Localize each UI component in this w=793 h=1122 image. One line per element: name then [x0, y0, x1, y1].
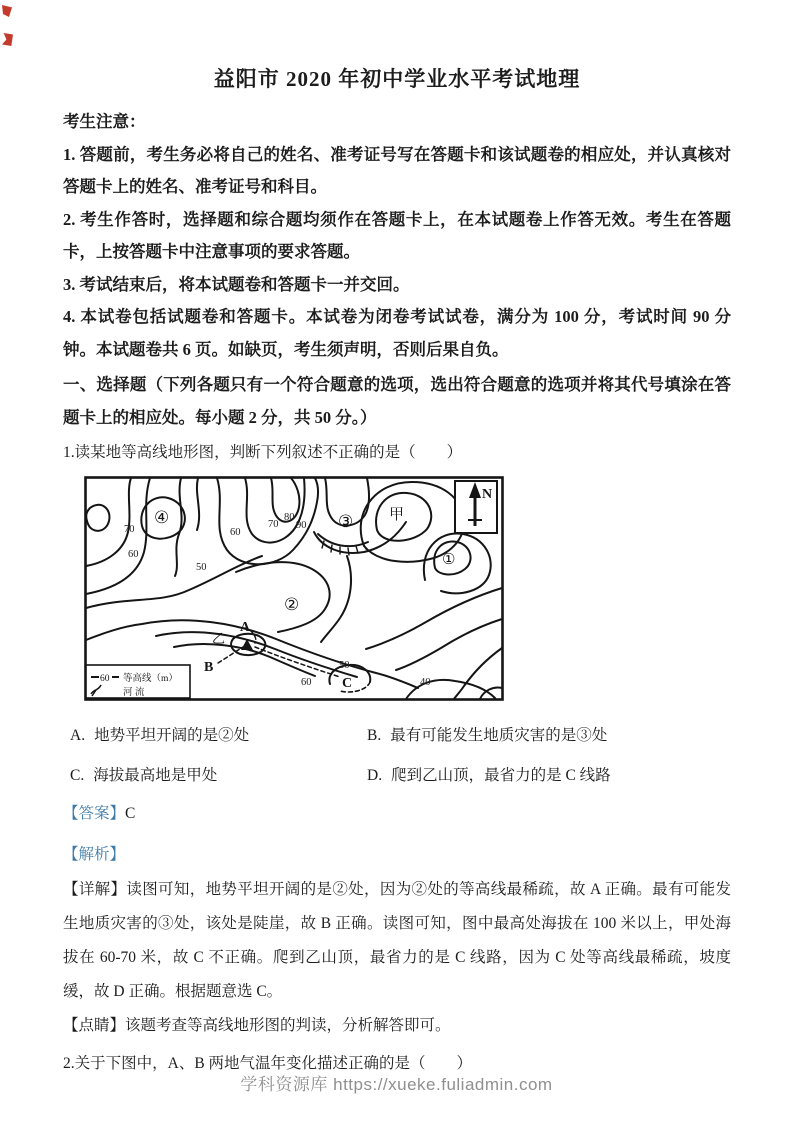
- svg-text:80: 80: [284, 512, 295, 523]
- option-b: [367, 723, 731, 749]
- option-a: [70, 723, 367, 749]
- svg-text:70: 70: [124, 524, 135, 535]
- question2-stem: 2.关于下图中，A、B 两地气温年变化描述正确的是（ ）: [63, 1055, 473, 1072]
- legend-river-label: 河 流: [123, 688, 145, 698]
- answer-label: 【答案】: [63, 805, 126, 822]
- analysis-line: [63, 838, 731, 871]
- notice-block: [63, 106, 731, 366]
- svg-text:50: 50: [339, 660, 350, 671]
- svg-text:40: 40: [420, 677, 431, 688]
- svg-text:C: C: [342, 676, 353, 691]
- notice-item: 4. 本试卷包括试题卷和答题卡。本试卷为闭卷考试试卷，满分为 100 分，考试时间 90 分钟。本试题卷共 6 页。如缺页，考生须声明，否则后果自负。: [63, 307, 732, 359]
- notice-heading: 考生注意：: [63, 112, 146, 131]
- option-d-text: 爬到乙山顶，最省力的是 C 线路: [391, 767, 611, 784]
- legend-contour-value: 60: [100, 674, 110, 684]
- footer-watermark: 学科资源库 https://xueke.fuliadmin.com: [240, 1075, 553, 1094]
- detail-explanation: 【详解】读图可知，地势平坦开阔的是②处，因为②处的等高线最稀疏，故 A 正确。最有可能发生地质灾害的③处，该处是陡崖，故 B 正确。读图可知，图中最高处海拔在 100 米以上，甲处海拔在 60-70 米，故 C 不正确。爬到乙山顶，最省力的是 C 线路，因为 C 处等高线最稀疏，坡度缓，故 D 正确。根据题意选 C。: [63, 881, 731, 1000]
- option-a-label: A.: [70, 727, 86, 744]
- option-d: [367, 763, 731, 789]
- option-c-label: C.: [70, 767, 85, 784]
- svg-text:A: A: [240, 620, 251, 635]
- notice-item: 2. 考生作答时，选择题和综合题均须作在答题卡上，在本试题卷上作答无效。考生在答题卡，上按答题卡中注意事项的要求答题。: [63, 209, 731, 261]
- svg-text:③: ③: [338, 512, 354, 531]
- map-legend: [86, 665, 190, 698]
- svg-text:60: 60: [230, 527, 241, 538]
- compass-n-label: N: [482, 487, 493, 502]
- compass-icon: [455, 481, 497, 533]
- question1-stem: 1.读某地等高线地形图，判断下列叙述不正确的是（ ）: [63, 444, 463, 461]
- page-title: 益阳市 2020 年初中学业水平考试地理: [213, 67, 581, 91]
- svg-text:60: 60: [128, 549, 139, 560]
- svg-text:90: 90: [296, 520, 307, 531]
- option-d-label: D.: [367, 767, 383, 784]
- svg-text:乙: 乙: [212, 631, 226, 646]
- contour-map-figure: [84, 476, 504, 701]
- svg-text:60: 60: [301, 677, 312, 688]
- contour-map-svg: [84, 476, 504, 701]
- section-heading: 一、选择题（下列各题只有一个符合题意的选项，选出符合题意的选项并将其代号填涂在答题卡上的相应处。每小题 2 分，共 50 分。）: [63, 375, 731, 427]
- svg-text:①: ①: [442, 552, 456, 568]
- svg-text:④: ④: [154, 508, 170, 527]
- svg-text:B: B: [204, 660, 214, 675]
- svg-text:②: ②: [284, 595, 300, 614]
- notice-item: 3. 考试结束后，将本试题卷和答题卡一并交回。: [63, 274, 410, 294]
- option-b-text: 最有可能发生地质灾害的是③处: [390, 727, 608, 744]
- answer-value: C: [125, 805, 136, 822]
- answer-line: [63, 797, 731, 830]
- notice-item: 1. 答题前，考生务必将自己的姓名、准考证号写在答题卡和该试题卷的相应处，并认真核对答题卡上的姓名、准考证号和科目。: [63, 144, 731, 196]
- option-c-text: 海拔最高地是甲处: [93, 767, 218, 784]
- svg-text:甲: 甲: [389, 507, 405, 523]
- svg-text:70: 70: [268, 519, 279, 530]
- analysis-label: 【解析】: [63, 846, 126, 863]
- question1-options: [70, 723, 731, 789]
- key-point: 【点睛】该题考查等高线地形图的判读，分析解答即可。: [63, 1017, 451, 1034]
- option-a-text: 地势平坦开阔的是②处: [94, 727, 250, 744]
- option-c: [70, 763, 367, 789]
- svg-text:50: 50: [196, 562, 207, 573]
- legend-contour-label: 等高线（m）: [123, 674, 178, 684]
- option-b-label: B.: [367, 727, 382, 744]
